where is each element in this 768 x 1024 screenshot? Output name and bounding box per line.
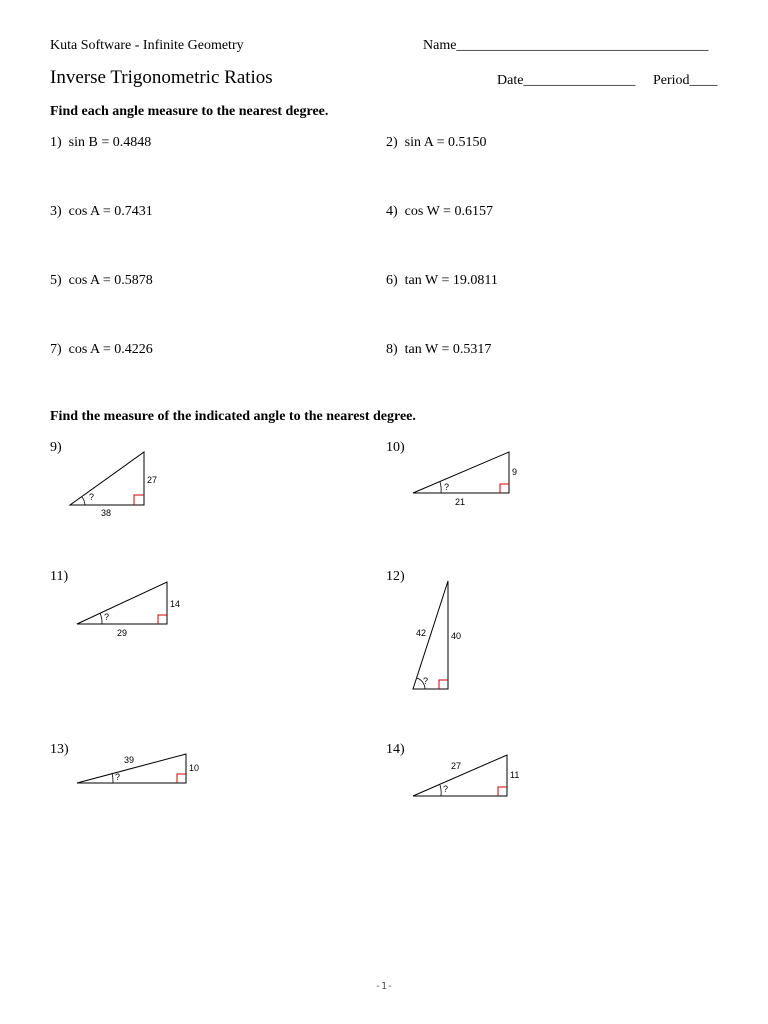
- problem-number: 1): [50, 135, 62, 150]
- side-label: 27: [451, 761, 462, 771]
- page-number: -1-: [374, 981, 394, 992]
- side-label: 10: [189, 763, 200, 773]
- period-field-label: Period____: [653, 73, 718, 88]
- triangle-9: [70, 452, 157, 518]
- source-label: Kuta Software - Infinite Geometry: [50, 38, 244, 53]
- side-label: 21: [455, 497, 466, 507]
- problem-12-number: 12): [386, 569, 405, 584]
- problem-11-number: 11): [50, 569, 69, 584]
- problem-number: 4): [386, 204, 398, 219]
- triangle-12: [413, 581, 461, 689]
- name-field-label: Name____________________________________: [423, 38, 709, 53]
- page-title: Inverse Trigonometric Ratios: [50, 67, 273, 88]
- problem-14-number: 14): [386, 742, 405, 757]
- problem-text: cos A = 0.7431: [68, 204, 153, 219]
- side-label: 40: [451, 631, 462, 641]
- problem-10-number: 10): [386, 440, 405, 455]
- side-label: 27: [147, 475, 158, 485]
- problem-text: cos A = 0.5878: [68, 273, 153, 288]
- problem-9-number: 9): [50, 440, 62, 455]
- angle-mark: ?: [89, 492, 95, 502]
- side-label: 11: [510, 770, 520, 780]
- problem-text: sin B = 0.4848: [68, 135, 152, 150]
- triangle-10: [413, 452, 517, 507]
- side-label: 42: [416, 628, 427, 638]
- angle-mark: ?: [444, 482, 450, 492]
- problem-text: cos A = 0.4226: [68, 342, 153, 357]
- triangle-14: [413, 755, 519, 796]
- problem-number: 8): [386, 342, 398, 357]
- side-label: 9: [512, 467, 518, 477]
- side-label: 14: [170, 599, 181, 609]
- problem-number: 3): [50, 204, 62, 219]
- angle-mark: ?: [443, 784, 449, 794]
- problem-13-number: 13): [50, 742, 69, 757]
- side-label: 39: [124, 755, 135, 765]
- problem-text: cos W = 0.6157: [404, 204, 493, 219]
- problem-number: 2): [386, 135, 398, 150]
- triangle-11: [77, 582, 180, 638]
- section2-instruction: Find the measure of the indicated angle to the nearest degree.: [50, 409, 416, 424]
- problem-number: 6): [386, 273, 398, 288]
- problem-number: 5): [50, 273, 62, 288]
- problem-text: tan W = 0.5317: [404, 342, 492, 357]
- side-label: 38: [101, 508, 112, 518]
- side-label: 29: [117, 628, 128, 638]
- triangle-13: [77, 754, 199, 783]
- angle-mark: ?: [115, 772, 121, 782]
- problem-text: sin A = 0.5150: [404, 135, 487, 150]
- problem-text: tan W = 19.0811: [404, 273, 498, 288]
- problem-number: 7): [50, 342, 62, 357]
- angle-mark: ?: [423, 676, 429, 686]
- angle-mark: ?: [104, 612, 110, 622]
- section1-instruction: Find each angle measure to the nearest degree.: [50, 104, 329, 119]
- date-field-label: Date________________: [497, 73, 636, 88]
